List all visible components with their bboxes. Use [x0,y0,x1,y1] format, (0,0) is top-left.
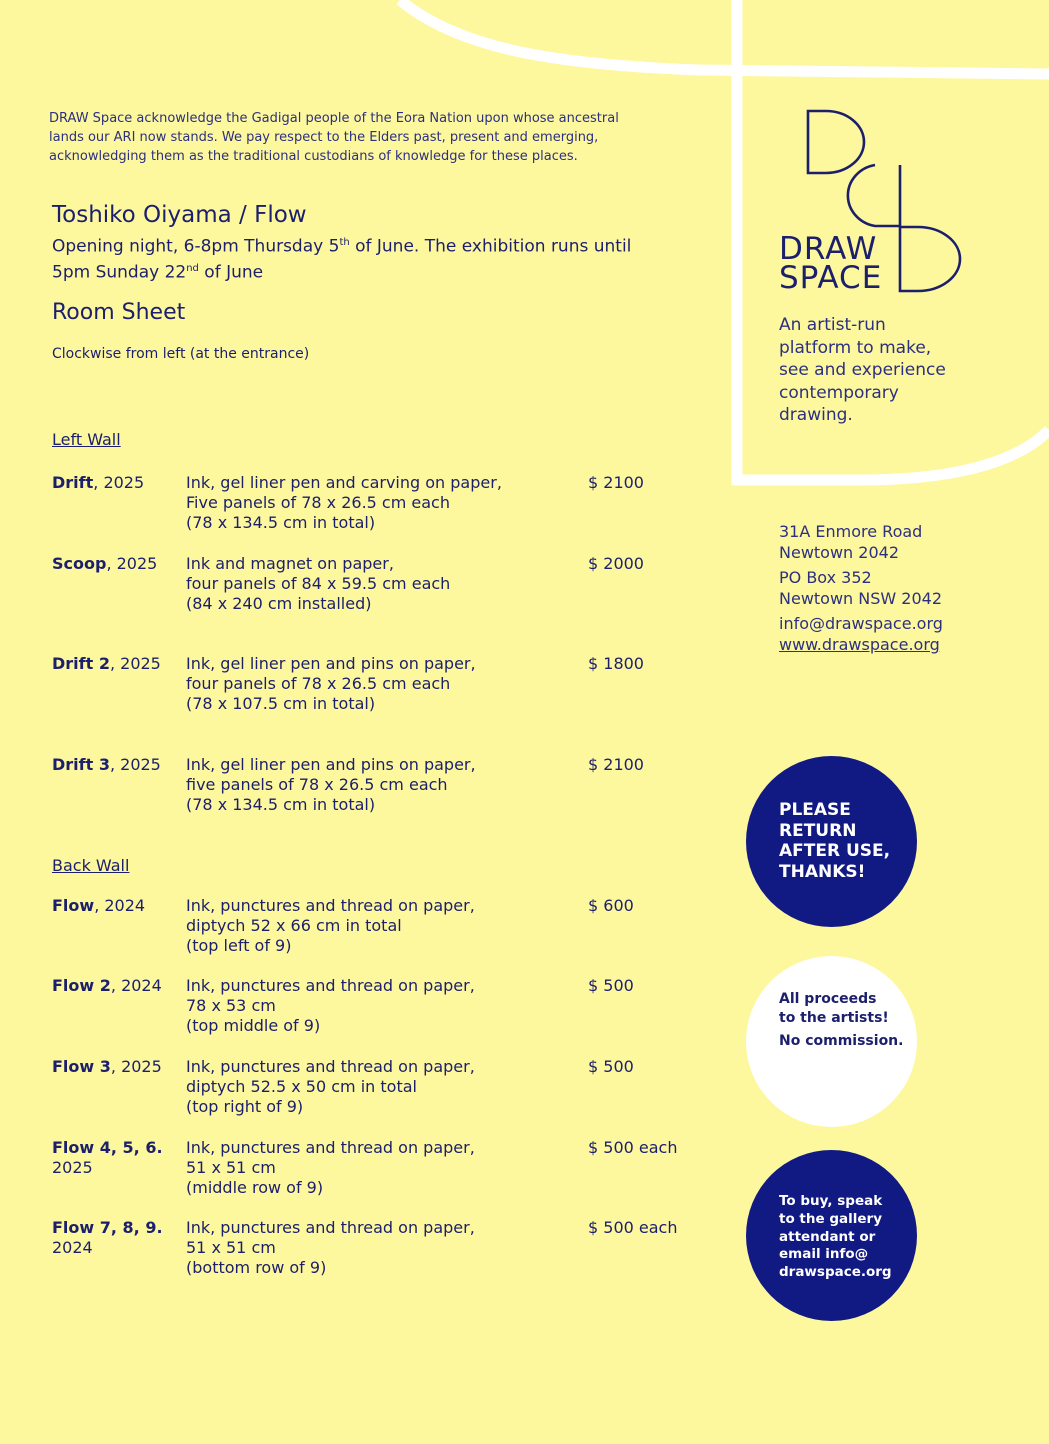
artwork-description: Ink and magnet on paper, four panels of 84 x 59.5 cm each (84 x 240 cm installed) [186,554,451,613]
direction-note: Clockwise from left (at the entrance) [52,346,310,362]
artwork-price: $ 2100 [588,755,644,774]
artwork-title: Drift 2, 2025 [52,654,161,673]
artwork-description: Ink, punctures and thread on paper, diptych 52.5 x 50 cm in total (top right of 9) [186,1057,475,1116]
artwork-price: $ 500 each [588,1138,678,1157]
artwork-price: $ 2100 [588,473,644,492]
ack-line: lands our ARI now stands. We pay respect to the Elders past, present and emerging, [49,130,599,145]
artwork-title: Flow, 2024 [52,896,146,915]
artwork-description: Ink, punctures and thread on paper, 51 x 51 cm (middle row of 9) [186,1138,475,1197]
artwork-price: $ 500 [588,1057,634,1076]
buy-info-badge: To buy, speak to the gallery attendant or email info@ drawspace.org [746,1150,917,1321]
artwork-description: Ink, gel liner pen and carving on paper, Five panels of 78 x 26.5 cm each (78 x 134.5 cm in total) [186,473,502,532]
artwork-title: Flow 4, 5, 6. 2025 [52,1138,163,1177]
opening-details: Opening night, 6-8pm Thursday 5th of June. The exhibition runs until 5pm Sunday 22nd of June [52,236,632,283]
artwork-description: Ink, punctures and thread on paper, diptych 52 x 66 cm in total (top left of 9) [186,896,475,955]
artwork-price: $ 2000 [588,554,644,573]
email-text: info@drawspace.org [779,614,943,633]
logo-draw: DRAW [779,231,878,267]
artwork-description: Ink, punctures and thread on paper, 51 x 51 cm (bottom row of 9) [186,1218,475,1277]
postal-address: PO Box 352 Newtown NSW 2042 [779,568,943,608]
return-notice-badge: PLEASE RETURN AFTER USE, THANKS! [746,756,917,927]
contact-online [779,613,943,655]
exhibition-title: Toshiko Oiyama / Flow [52,202,307,228]
artwork-price: $ 500 each [588,1218,678,1237]
proceeds-notice-badge: All proceeds to the artists! No commission. [746,956,917,1127]
artwork-price: $ 1800 [588,654,644,673]
artwork-description: Ink, gel liner pen and pins on paper, four panels of 78 x 26.5 cm each (78 x 107.5 cm in total) [186,654,476,713]
logo-space: SPACE [779,260,883,296]
artwork-price: $ 500 [588,976,634,995]
ack-line: DRAW Space acknowledge the Gadigal people of the Eora Nation upon whose ancestral [49,111,619,126]
back-wall-heading: Back Wall [52,856,130,875]
ack-line: acknowledging them as the traditional custodians of knowledge for these places. [49,149,578,164]
street-address: 31A Enmore Road Newtown 2042 [779,522,923,562]
tagline: An artist-run platform to make, see and experience contemporary drawing. [779,315,946,425]
artwork-title: Flow 7, 8, 9. 2024 [52,1218,163,1257]
artwork-description: Ink, gel liner pen and pins on paper, five panels of 78 x 26.5 cm each (78 x 134.5 cm in total) [186,755,476,814]
artwork-title: Scoop, 2025 [52,554,158,573]
artwork-title: Drift 3, 2025 [52,755,161,774]
artwork-title: Drift, 2025 [52,473,145,492]
artwork-description: Ink, punctures and thread on paper, 78 x 53 cm (top middle of 9) [186,976,475,1035]
artwork-title: Flow 2, 2024 [52,976,162,995]
website-link[interactable]: www.drawspace.org [779,635,940,654]
artwork-title: Flow 3, 2025 [52,1057,162,1076]
room-sheet-heading: Room Sheet [52,300,186,325]
artwork-price: $ 600 [588,896,634,915]
left-wall-heading: Left Wall [52,430,121,449]
